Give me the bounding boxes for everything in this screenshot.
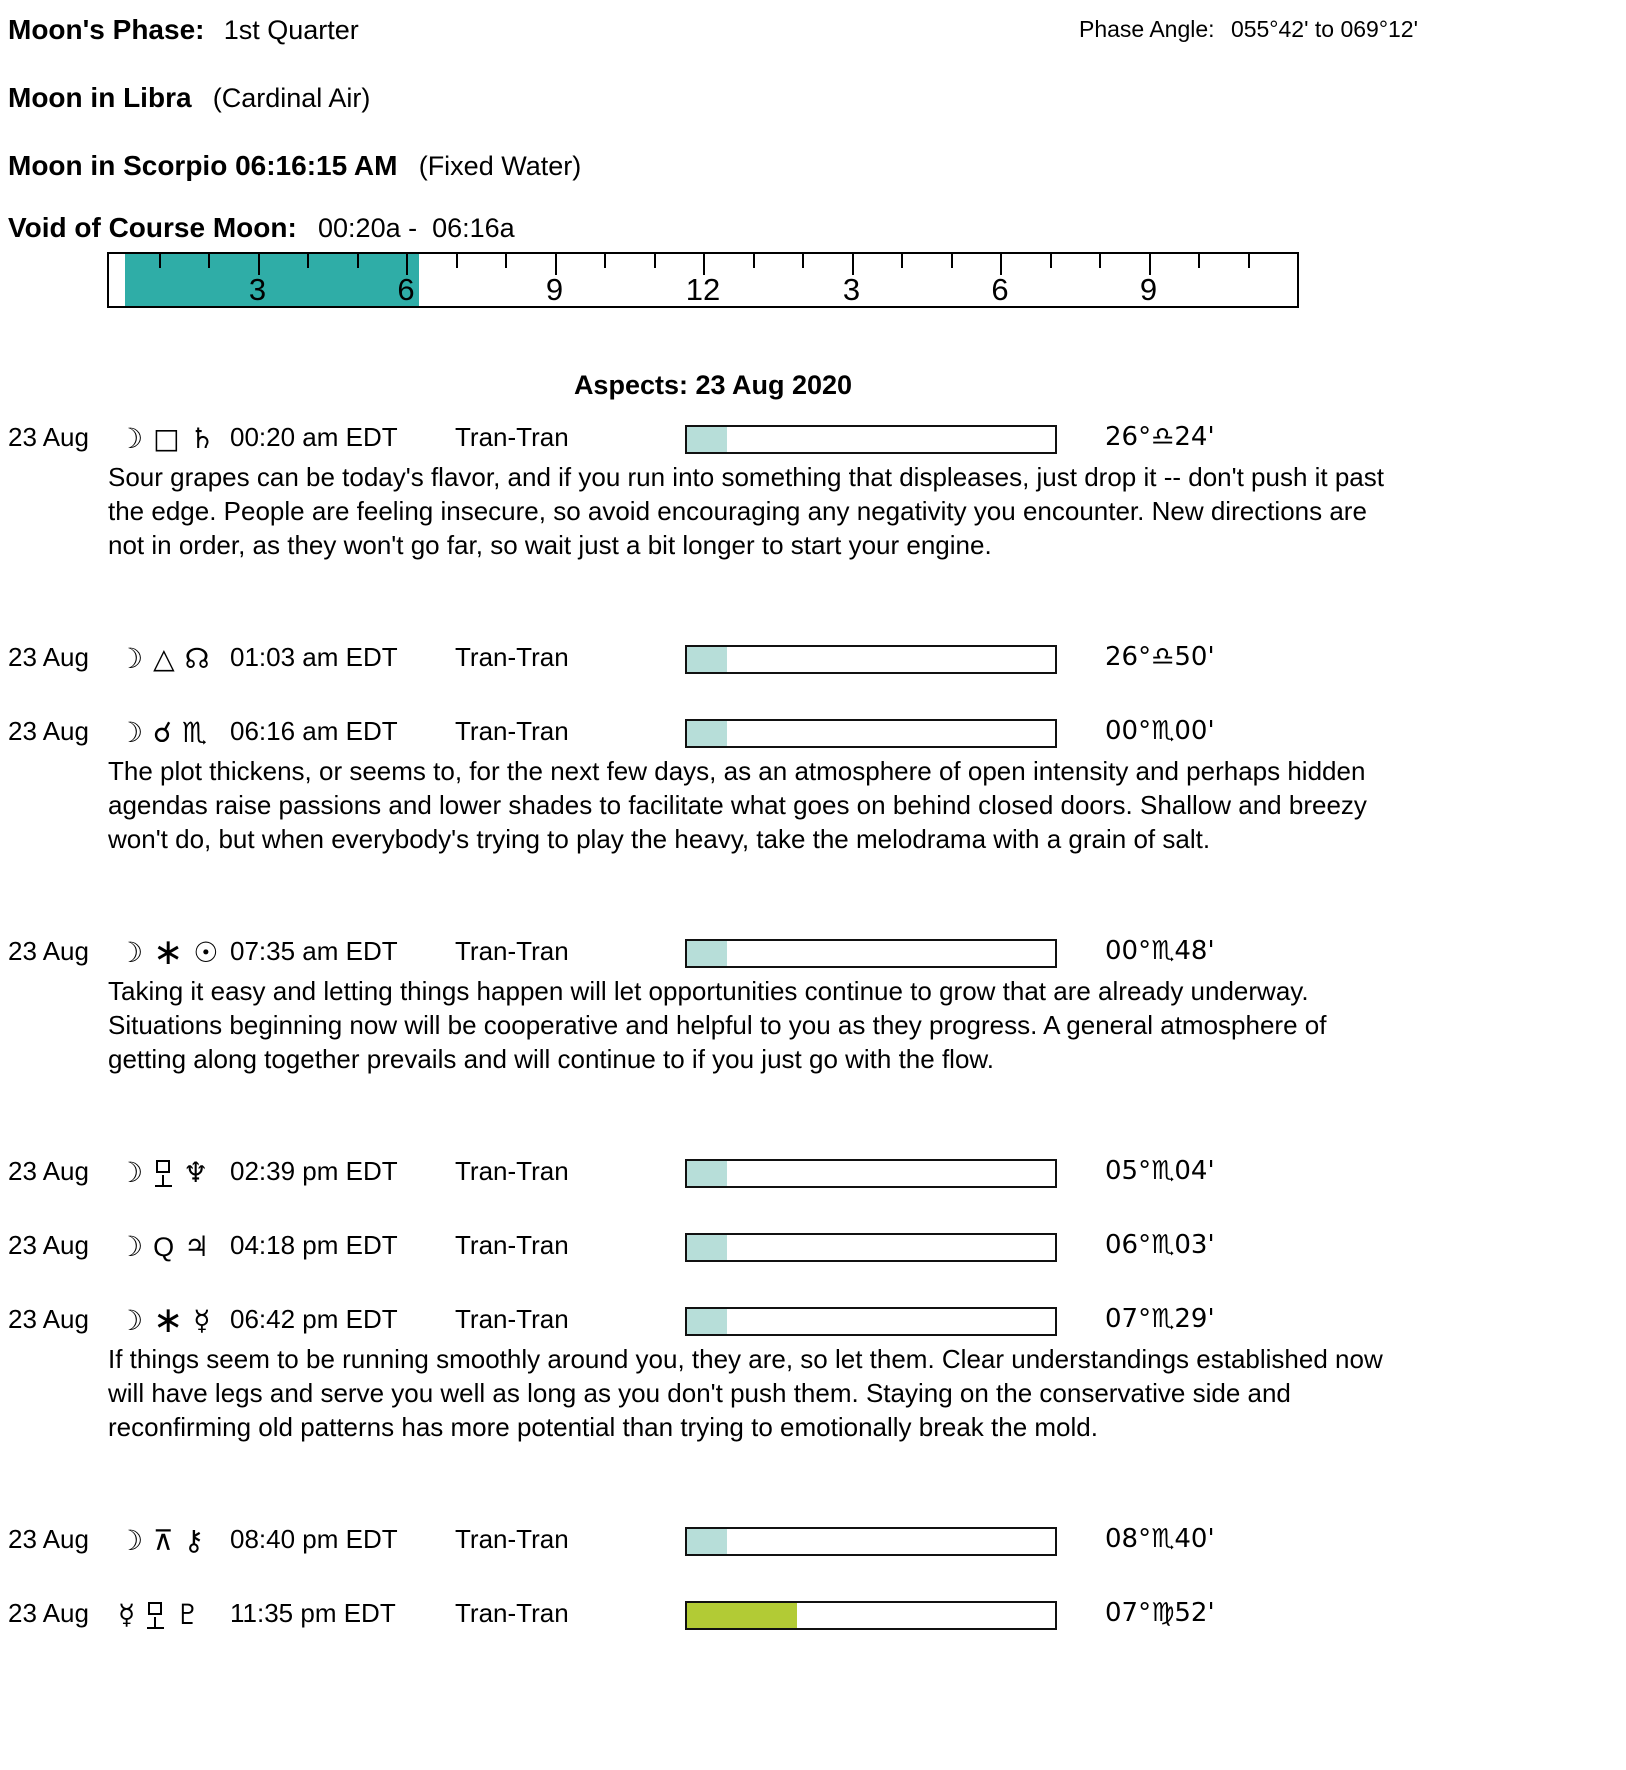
aspect-date: 23 Aug <box>8 1524 89 1554</box>
aspect-type: Tran-Tran <box>455 1230 569 1260</box>
aspect-type: Tran-Tran <box>455 1598 569 1628</box>
aspect-row <box>8 1230 1418 1264</box>
moon-phase-label: Moon's Phase: <box>8 14 205 45</box>
moon-phase-value: 1st Quarter <box>223 15 359 45</box>
orb-progress-bar <box>685 1233 1057 1262</box>
aspect-entry <box>8 932 1418 1076</box>
timeline-tick <box>901 254 903 268</box>
aspect-date: 23 Aug <box>8 716 89 746</box>
aspect-date: 23 Aug <box>8 1156 89 1186</box>
moon-icon: ☽ <box>118 716 144 749</box>
aspect-time: 11:35 pm EDT <box>230 1598 396 1628</box>
moon-icon: ☽ <box>118 1304 144 1337</box>
saturn-icon: ♄ <box>189 422 215 455</box>
phase-angle-label: Phase Angle: <box>1078 16 1215 42</box>
moon-icon: ☽ <box>118 422 144 455</box>
orb-progress-bar <box>685 719 1057 748</box>
aspect-date: 23 Aug <box>8 1598 89 1628</box>
moon-icon: ☽ <box>118 1156 144 1189</box>
aspect-entry <box>8 716 1418 856</box>
moon-sign-libra-line <box>8 82 1418 116</box>
voc-range: 00:20a - 06:16a <box>318 213 515 243</box>
quincunx-aspect-icon: ⊼ <box>153 1524 174 1557</box>
orb-progress-fill <box>687 1603 797 1628</box>
moon-in-libra-title: Moon in Libra <box>8 82 192 113</box>
moon-sign-scorpio-line <box>8 150 1418 184</box>
aspect-position: 26°♎50' <box>1105 642 1215 672</box>
orb-progress-bar <box>685 425 1057 454</box>
sextile-aspect-icon: ∗ <box>153 1300 184 1341</box>
aspect-row <box>8 422 1418 456</box>
aspect-glyphs <box>118 1598 210 1632</box>
aspect-type: Tran-Tran <box>455 1524 569 1554</box>
mercury-icon: ☿ <box>118 1598 136 1631</box>
aspect-row <box>8 1156 1418 1190</box>
timeline-tick <box>1248 254 1250 268</box>
aspect-time: 00:20 am EDT <box>230 422 398 452</box>
aspect-entry <box>8 1156 1418 1190</box>
timeline-tick <box>505 254 507 268</box>
aspect-type: Tran-Tran <box>455 936 569 966</box>
aspect-date: 23 Aug <box>8 1230 89 1260</box>
aspect-date: 23 Aug <box>8 1304 89 1334</box>
moon-icon: ☽ <box>118 1230 144 1263</box>
timeline-tick <box>1099 254 1101 268</box>
aspect-interpretation: The plot thickens, or seems to, for the next few days, as an atmosphere of open intensity and perhaps hidden agendas raise passions and lower shades to facilitate what goes on behind closed doors. Shallow and breezy won't do, but when everybody's trying to play the heavy, take the melodrama with a grain of salt. <box>108 756 1367 854</box>
aspect-time: 02:39 pm EDT <box>230 1156 398 1186</box>
aspect-list <box>8 422 1418 1632</box>
aspect-glyphs <box>118 932 228 973</box>
aspect-type: Tran-Tran <box>455 716 569 746</box>
moon-icon: ☽ <box>118 1524 144 1557</box>
aspect-interpretation: If things seem to be running smoothly around you, they are, so let them. Clear understandings established now will have legs and serve you well as long as you don't push them. Staying on the conservative side and reconfirming old patterns has more potential than trying to emotionally break the mold. <box>108 1344 1383 1442</box>
timeline-hour-label: 3 <box>248 272 267 307</box>
orb-progress-fill <box>687 721 727 746</box>
square-aspect-icon: □ <box>153 422 180 455</box>
pluto-icon: ♇ <box>175 1598 201 1631</box>
timeline-tick <box>357 254 359 268</box>
aspect-date: 23 Aug <box>8 936 89 966</box>
orb-progress-bar <box>685 939 1057 968</box>
aspect-interpretation: Taking it easy and letting things happen will let opportunities continue to grow that are already underway. Situations beginning now will be cooperative and helpful to you as they progress. A general atmosphere of getting along together prevails and will continue to if you just go with the flow. <box>108 976 1327 1074</box>
aspect-glyphs <box>118 1524 214 1558</box>
aspect-position: 26°♎24' <box>1105 422 1215 452</box>
aspect-time: 06:16 am EDT <box>230 716 398 746</box>
aspect-position: 00°♏00' <box>1105 716 1215 746</box>
sun-icon: ☉ <box>193 936 219 969</box>
timeline-tick <box>753 254 755 268</box>
aspect-position: 00°♏48' <box>1105 936 1215 966</box>
aspect-entry <box>8 1524 1418 1558</box>
sesquiquadrate-aspect-icon <box>153 1160 173 1187</box>
timeline-tick <box>1050 254 1052 268</box>
aspect-entry <box>8 422 1418 562</box>
aspect-date: 23 Aug <box>8 422 89 452</box>
aspect-position: 06°♏03' <box>1105 1230 1215 1260</box>
chiron-icon: ⚷ <box>183 1524 205 1557</box>
conjunction-aspect-icon: ☌ <box>153 716 172 749</box>
aspect-entry <box>8 1230 1418 1264</box>
neptune-icon: ♆ <box>183 1156 209 1189</box>
aspect-type: Tran-Tran <box>455 1304 569 1334</box>
aspect-glyphs <box>118 1156 218 1190</box>
orb-progress-bar <box>685 1601 1057 1630</box>
jupiter-icon: ♃ <box>184 1230 210 1263</box>
sextile-aspect-icon: ∗ <box>153 932 184 973</box>
phase-angle-value: 055°42' to 069°12' <box>1230 16 1418 42</box>
timeline-tick <box>1198 254 1200 268</box>
timeline-tick <box>604 254 606 268</box>
phase-angle <box>1079 16 1418 43</box>
moon-icon: ☽ <box>118 642 144 675</box>
moon-in-libra-note: (Cardinal Air) <box>212 83 371 113</box>
aspect-type: Tran-Tran <box>455 642 569 672</box>
aspect-glyphs <box>118 642 220 676</box>
aspect-position: 08°♏40' <box>1105 1524 1215 1554</box>
orb-progress-bar <box>685 645 1057 674</box>
timeline-hour-label: 9 <box>1139 272 1158 307</box>
trine-aspect-icon: △ <box>153 642 175 675</box>
timeline-tick <box>802 254 804 268</box>
aspect-date: 23 Aug <box>8 642 89 672</box>
voc-label: Void of Course Moon: <box>8 212 297 243</box>
aspect-entry <box>8 1598 1418 1632</box>
aspect-row <box>8 1598 1418 1632</box>
aspect-row <box>8 1300 1418 1341</box>
orb-progress-fill <box>687 647 727 672</box>
orb-progress-fill <box>687 1161 727 1186</box>
timeline-hour-label: 6 <box>991 272 1009 307</box>
aspect-type: Tran-Tran <box>455 1156 569 1186</box>
void-of-course-line <box>8 212 1418 246</box>
aspect-entry <box>8 642 1418 676</box>
mercury-icon: ☿ <box>193 1304 211 1337</box>
timeline-tick <box>208 254 210 268</box>
orb-progress-fill <box>687 941 727 966</box>
moon-icon: ☽ <box>118 936 144 969</box>
quintile-aspect-icon: Q <box>153 1232 175 1262</box>
aspect-position: 07°♍52' <box>1105 1598 1215 1628</box>
orb-progress-fill <box>687 427 727 452</box>
voc-highlight <box>125 254 419 306</box>
aspect-row <box>8 1524 1418 1558</box>
aspect-position: 07°♏29' <box>1105 1304 1215 1334</box>
timeline-hour-label: 6 <box>397 272 415 307</box>
moon-phase-line <box>8 14 1418 48</box>
orb-progress-fill <box>687 1235 727 1260</box>
aspect-time: 01:03 am EDT <box>230 642 398 672</box>
aspect-time: 08:40 pm EDT <box>230 1524 398 1554</box>
sesquiquadrate-aspect-icon <box>145 1602 165 1629</box>
voc-timeline <box>107 252 1299 308</box>
north-node-icon: ☊ <box>184 642 210 675</box>
timeline-hour-label: 12 <box>685 272 721 307</box>
timeline-hour-label: 9 <box>545 272 564 307</box>
scorpio-sign-icon: ♏ <box>181 716 208 749</box>
timeline-tick <box>951 254 953 268</box>
timeline-tick <box>307 254 309 268</box>
aspect-entry <box>8 1300 1418 1444</box>
aspect-row <box>8 932 1418 973</box>
aspect-glyphs <box>118 1300 220 1341</box>
orb-progress-fill <box>687 1529 727 1554</box>
aspect-glyphs <box>118 1230 219 1264</box>
aspect-glyphs <box>118 716 217 750</box>
timeline-tick <box>654 254 656 268</box>
moon-in-scorpio-title: Moon in Scorpio 06:16:15 AM <box>8 150 398 181</box>
aspect-position: 05°♏04' <box>1105 1156 1215 1186</box>
orb-progress-bar <box>685 1307 1057 1336</box>
timeline-tick <box>456 254 458 268</box>
moon-in-scorpio-note: (Fixed Water) <box>418 151 582 181</box>
timeline-hour-label: 3 <box>842 272 861 307</box>
aspect-time: 07:35 am EDT <box>230 936 398 966</box>
orb-progress-bar <box>685 1527 1057 1556</box>
timeline-tick <box>159 254 161 268</box>
aspect-time: 04:18 pm EDT <box>230 1230 398 1260</box>
aspect-type: Tran-Tran <box>455 422 569 452</box>
aspect-row <box>8 716 1418 750</box>
aspect-time: 06:42 pm EDT <box>230 1304 398 1334</box>
orb-progress-fill <box>687 1309 727 1334</box>
aspect-row <box>8 642 1418 676</box>
aspects-title: Aspects: 23 Aug 2020 <box>573 370 853 400</box>
orb-progress-bar <box>685 1159 1057 1188</box>
aspect-interpretation: Sour grapes can be today's flavor, and if you run into something that displeases, just drop it -- don't push it past the edge. People are feeling insecure, so avoid encouraging any negativity you encounter. New directions are not in order, as they won't go far, so wait just a bit longer to start your engine. <box>108 462 1384 560</box>
aspect-glyphs <box>118 422 225 456</box>
